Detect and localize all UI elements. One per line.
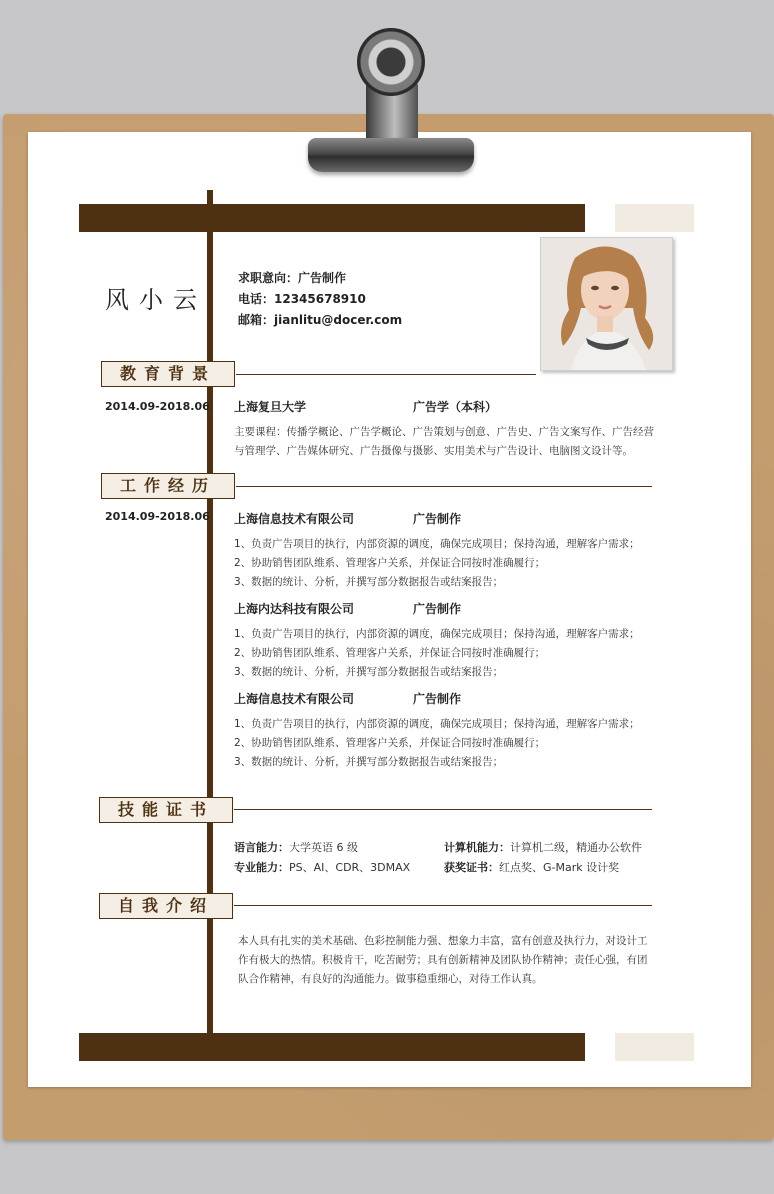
job-duty: 2、协助销售团队维系、管理客户关系，并保证合同按时准确履行； bbox=[234, 557, 546, 569]
job-duty: 2、协助销售团队维系、管理客户关系，并保证合同按时准确履行； bbox=[234, 737, 546, 749]
skill-computer-label: 计算机能力： bbox=[444, 841, 510, 854]
job-title: 广告制作 bbox=[413, 692, 462, 706]
job-company: 上海信息技术有限公司 bbox=[234, 512, 355, 526]
education-courses: 主要课程：传播学概论、广告学概论、广告策划与创意、广告史、广告文案写作、广告经营与管理学、广告媒体研究、广告摄像与摄影、实用美术与广告设计、电脑图文设计等。 bbox=[234, 426, 654, 457]
top-accent-bar bbox=[79, 204, 585, 232]
bottom-beige-block bbox=[615, 1033, 694, 1061]
skill-pro-value: PS、AI、CDR、3DMAX bbox=[289, 861, 411, 874]
clip-ring bbox=[357, 28, 425, 96]
skill-language-value: 大学英语 6 级 bbox=[289, 841, 358, 854]
skill-computer-value: 计算机二级，精通办公软件 bbox=[510, 841, 642, 854]
job-duty: 3、数据的统计、分析，并撰写部分数据报告或结案报告； bbox=[234, 576, 504, 588]
section-title-skills: 技能证书 bbox=[99, 797, 233, 823]
skill-award-label: 获奖证书： bbox=[444, 861, 499, 874]
section-title-about: 自我介绍 bbox=[99, 893, 233, 919]
skill-language bbox=[234, 839, 358, 855]
portrait-photo bbox=[540, 237, 673, 371]
job-company: 上海内达科技有限公司 bbox=[234, 602, 355, 616]
job-duty: 1、负责广告项目的执行，内部资源的调度，确保完成项目；保持沟通，理解客户需求； bbox=[234, 718, 640, 730]
education-divider bbox=[236, 374, 536, 375]
work-date: 2014.09-2018.06 bbox=[105, 510, 210, 523]
skill-professional bbox=[234, 859, 410, 875]
job-duty: 3、数据的统计、分析，并撰写部分数据报告或结案报告； bbox=[234, 756, 504, 768]
section-title-work: 工作经历 bbox=[101, 473, 235, 499]
job-duty: 1、负责广告项目的执行，内部资源的调度，确保完成项目；保持沟通，理解客户需求； bbox=[234, 538, 640, 550]
timeline-vertical-line bbox=[207, 190, 213, 1060]
job-title: 广告制作 bbox=[413, 602, 462, 616]
skill-awards bbox=[444, 859, 619, 875]
job-intent: 求职意向：广告制作 bbox=[238, 271, 347, 285]
about-text: 本人具有扎实的美术基础、色彩控制能力强、想象力丰富，富有创意及执行力，对设计工作有极大的热情。积极肯干，吃苦耐劳；具有创新精神及团队协作精神；责任心强，有团队合作精神，有良好的沟通能力。做事稳重细心，对待工作认真。 bbox=[238, 935, 648, 985]
email: 邮箱：jianlitu@docer.com bbox=[238, 313, 403, 327]
candidate-name: 风小云 bbox=[105, 286, 207, 314]
skill-award-value: 红点奖、G-Mark 设计奖 bbox=[499, 861, 620, 874]
skill-language-label: 语言能力： bbox=[234, 841, 289, 854]
job-title: 广告制作 bbox=[413, 512, 462, 526]
skill-computer bbox=[444, 839, 642, 855]
job-duty: 3、数据的统计、分析，并撰写部分数据报告或结案报告； bbox=[234, 666, 504, 678]
about-divider bbox=[234, 905, 652, 906]
job-duty: 1、负责广告项目的执行，内部资源的调度，确保完成项目；保持沟通，理解客户需求； bbox=[234, 628, 640, 640]
skills-divider bbox=[234, 809, 652, 810]
phone: 电话：12345678910 bbox=[238, 292, 366, 306]
section-title-education: 教育背景 bbox=[101, 361, 235, 387]
education-major: 广告学（本科） bbox=[413, 400, 498, 414]
binder-clip bbox=[308, 138, 474, 172]
skill-pro-label: 专业能力： bbox=[234, 861, 289, 874]
education-date: 2014.09-2018.06 bbox=[105, 400, 210, 413]
job-duty: 2、协助销售团队维系、管理客户关系，并保证合同按时准确履行； bbox=[234, 647, 546, 659]
bottom-accent-bar bbox=[79, 1033, 585, 1061]
job-company: 上海信息技术有限公司 bbox=[234, 692, 355, 706]
work-divider bbox=[236, 486, 652, 487]
top-beige-block bbox=[615, 204, 694, 232]
education-school: 上海复旦大学 bbox=[234, 400, 307, 414]
